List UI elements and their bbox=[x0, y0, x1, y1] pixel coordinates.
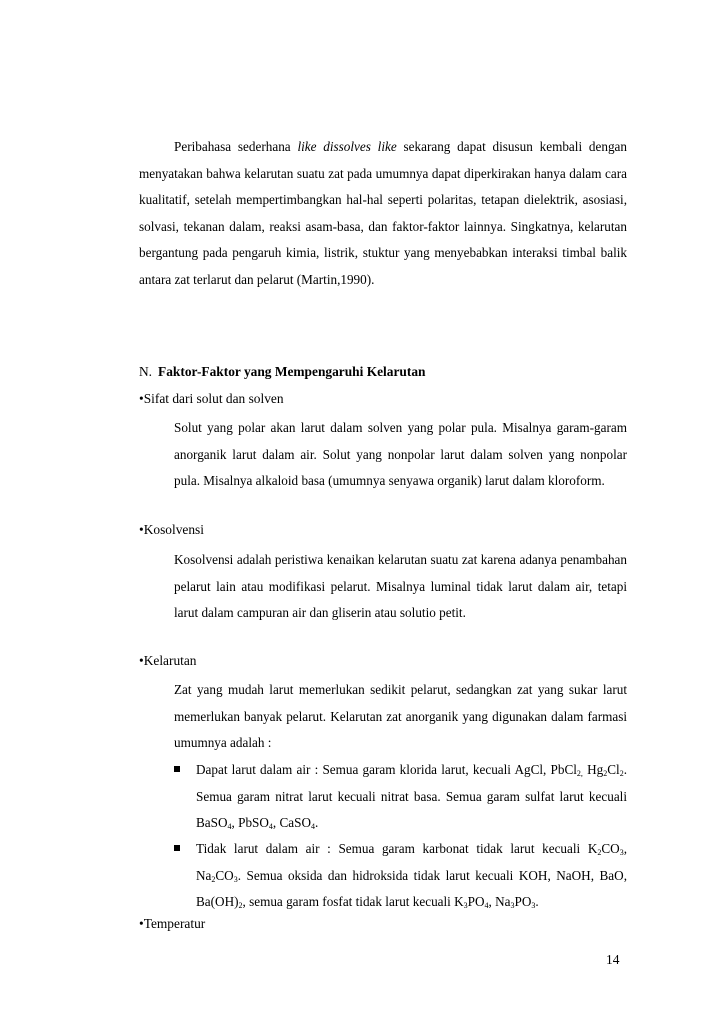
list-item-larut: Dapat larut dalam air : Semua garam klorida larut, kecuali AgCl, PbCl$_{2,}$ $Hg_2Cl_2$. Semua garam nitrat larut kecuali nitrat basa. Semua garam sulfat larut kecuali BaSO$_4$, PbSO$_4$, CaSO$_4$. bbox=[174, 757, 627, 837]
bullet-heading-kosolvensi: •Kosolvensi bbox=[139, 522, 204, 537]
square-bullet-icon bbox=[174, 766, 180, 772]
section-letter: N. bbox=[139, 364, 153, 379]
bullet-text-solut: Solut yang polar akan larut dalam solven yang polar pula. Misalnya garam-garam anorganik larut dalam air. Solut yang nonpolar larut dalam solven yang nonpolar pula. Misalnya alkaloid basa (umumnya senyawa organik) larut dalam kloroform. bbox=[174, 420, 627, 488]
bullet-dot-icon: • bbox=[139, 653, 144, 668]
bullet-text-kelarutan: Zat yang mudah larut memerlukan sedikit pelarut, sedangkan zat yang sukar larut memerlukan banyak pelarut. Kelarutan zat anorganik yang digunakan dalam farmasi umumnya adalah : bbox=[174, 682, 627, 750]
bullet-heading-solut: •Sifat dari solut dan solven bbox=[139, 391, 284, 406]
bullet-heading-kelarutan: •Kelarutan bbox=[139, 653, 197, 668]
square-bullet-icon bbox=[174, 845, 180, 851]
italic-phrase: like dissolves like bbox=[297, 139, 397, 154]
section-title: Faktor-Faktor yang Mempengaruhi Kelarutan bbox=[158, 364, 426, 379]
section-heading bbox=[139, 364, 425, 380]
bullet-heading-temperatur: •Temperatur bbox=[139, 916, 206, 931]
bullet-dot-icon: • bbox=[139, 522, 144, 537]
intro-paragraph: Peribahasa sederhana like dissolves like sekarang dapat disusun kembali dengan menyatakan bahwa kelarutan suatu zat pada umumnya dapat diperkirakan hanya dalam cara kualitatif, setelah mempertimbangkan hal-hal seperti polaritas, tetapan dielektrik, asosiasi, solvasi, tekanan dalam, reaksi asam-basa, dan faktor-faktor lainnya. Singkatnya, kelarutan bergantung pada pengaruh kimia, listrik, stuktur yang menyebabkan interaksi timbal balik antara zat terlarut dan pelarut (Martin,1990). bbox=[139, 139, 627, 287]
bullet-text-kosolvensi: Kosolvensi adalah peristiwa kenaikan kelarutan suatu zat karena adanya penambahan pelarut lain atau modifikasi pelarut. Misalnya luminal tidak larut dalam air, tetapi larut dalam campuran air dan gliserin atau solutio petit. bbox=[174, 552, 627, 620]
page-number: 14 bbox=[606, 952, 620, 967]
bullet-dot-icon: • bbox=[139, 916, 144, 931]
list-item-tidak-larut: Tidak larut dalam air : Semua garam karbonat tidak larut kecuali $K_2CO_3$, $Na_2CO_3$. Semua oksida dan hidroksida tidak larut kecuali KOH, NaOH, BaO, $Ba(OH)_2$, semua garam fosfat tidak larut kecuali $K_3PO_4$, $Na_3PO_3$. bbox=[174, 836, 627, 916]
bullet-dot-icon: • bbox=[139, 391, 144, 406]
